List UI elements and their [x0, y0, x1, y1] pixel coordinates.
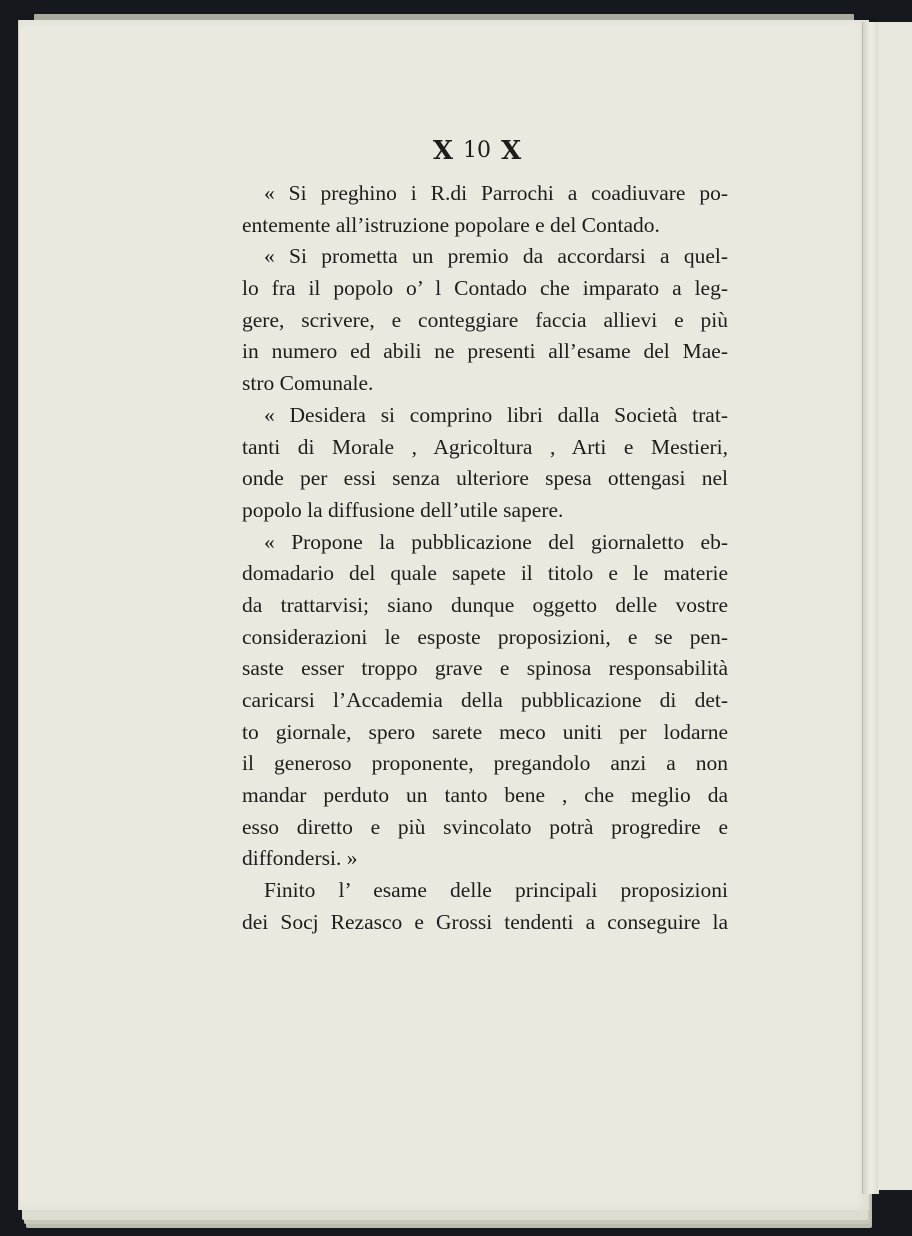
header-ornament-right: X: [501, 136, 522, 166]
text-line: « Si preghino i R.di Parrochi a coadiuvare po-: [264, 181, 728, 205]
facing-page-edge: [878, 22, 912, 1190]
text-line: esso diretto e più svincolato potrà progredire e: [242, 814, 728, 839]
text-line: « Desidera si comprino libri dalla Società trat-: [264, 402, 728, 427]
text-line: stro Comunale.: [242, 371, 374, 396]
text-line: to giornale, spero sarete meco uniti per lodarne: [242, 719, 728, 744]
text-line: considerazioni le esposte proposizioni, e se pen-: [242, 624, 728, 649]
text-line: domadario del quale sapete il titolo e le materie: [242, 561, 728, 586]
text-line: diffondersi. »: [242, 846, 358, 871]
header-ornament-left: X: [432, 136, 453, 166]
text-line: caricarsi l’Accademia della pubblicazione di det-: [242, 688, 728, 712]
text-line: da trattarvisi; siano dunque oggetto delle vostre: [242, 592, 728, 617]
text-line: « Si prometta un premio da accordarsi a quel-: [264, 244, 728, 269]
text-line: « Propone la pubblicazione del giornaletto eb-: [264, 529, 728, 554]
page-header: [432, 134, 522, 168]
text-line: onde per essi senza ulteriore spesa ottengasi nel: [242, 466, 728, 491]
text-line: popolo la diffusione dell’utile sapere.: [242, 497, 564, 522]
text-line: lo fra il popolo o’ l Contado che imparato a leg-: [242, 276, 728, 301]
page-number: 10: [463, 138, 491, 163]
text-line: Finito l’ esame delle principali proposizioni: [264, 878, 728, 903]
text-line: in numero ed abili ne presenti all’esame del Mae-: [242, 339, 728, 364]
text-line: gere, scrivere, e conteggiare faccia allievi e più: [242, 307, 728, 332]
book-gutter: [862, 22, 879, 1194]
text-line: mandar perduto un tanto bene , che meglio da: [242, 783, 728, 808]
body-text: [242, 178, 728, 939]
text-line: entemente all’istruzione popolare e del Contado.: [242, 212, 660, 237]
text-line: tanti di Morale , Agricoltura , Arti e Mestieri,: [242, 434, 728, 459]
text-line: il generoso proponente, pregandolo anzi a non: [242, 751, 728, 776]
text-line: saste esser troppo grave e spinosa responsabilità: [242, 656, 728, 681]
text-line: dei Socj Rezasco e Grossi tendenti a conseguire la: [242, 909, 728, 934]
